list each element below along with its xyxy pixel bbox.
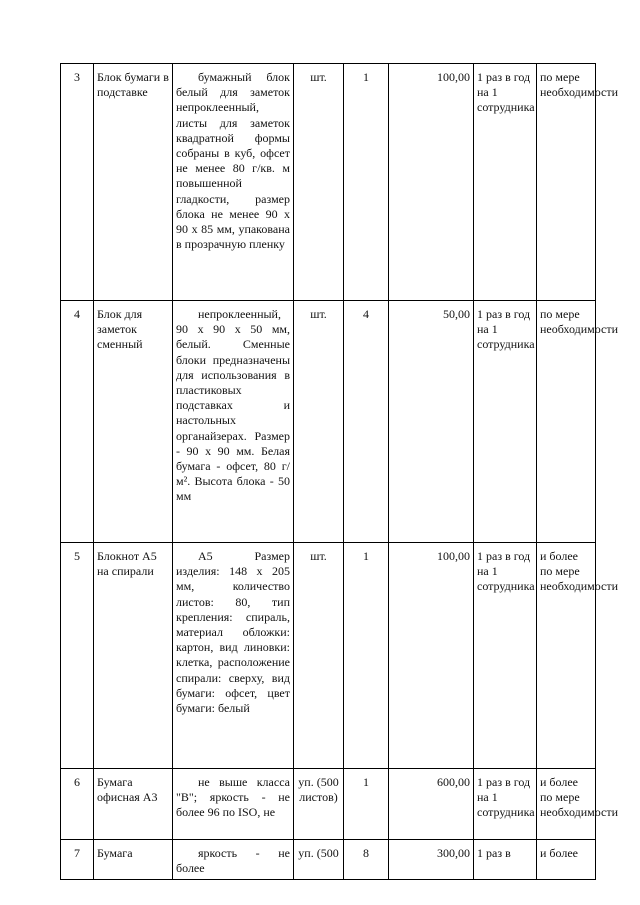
item-unit: шт.: [294, 301, 344, 543]
item-note: и более по мере необходимости: [537, 543, 596, 769]
item-quantity: 1: [344, 769, 389, 840]
table-row: [61, 543, 596, 769]
row-number: 4: [61, 301, 94, 543]
item-price: 600,00: [389, 769, 474, 840]
row-number: 3: [61, 64, 94, 301]
item-quantity: 8: [344, 840, 389, 880]
item-note: по мере необходимости: [537, 301, 596, 543]
table-row: [61, 769, 596, 840]
item-price: 100,00: [389, 64, 474, 301]
item-name: Бумага офисная A3: [94, 769, 173, 840]
item-description: [173, 840, 294, 880]
item-name: Блокнот A5 на спирали: [94, 543, 173, 769]
item-description-text: непроклеенный, 90 x 90 x 50 мм, белый. Сменные блоки предназначены для использования в пластиковых подставках и настольных органайзерах. Размер - 90 x 90 мм. Белая бумага - офсет, 80 г/м². Высота блока - 50 мм: [176, 307, 290, 504]
item-unit: уп. (500: [294, 840, 344, 880]
item-price: 300,00: [389, 840, 474, 880]
item-description: [173, 301, 294, 543]
item-frequency: 1 раз в год на 1 сотрудника: [474, 769, 537, 840]
item-description: [173, 769, 294, 840]
item-name: Блок для заметок сменный: [94, 301, 173, 543]
item-quantity: 4: [344, 301, 389, 543]
item-description: [173, 543, 294, 769]
item-frequency: 1 раз в год на 1 сотрудника: [474, 543, 537, 769]
item-quantity: 1: [344, 64, 389, 301]
item-frequency: 1 раз в год на 1 сотрудника: [474, 64, 537, 301]
item-description-text: яркость - не более: [176, 846, 290, 876]
item-description: [173, 64, 294, 301]
item-note: и более по мере необходимости: [537, 769, 596, 840]
item-note: и более: [537, 840, 596, 880]
item-unit: уп. (500 листов): [294, 769, 344, 840]
item-name: Блок бумаги в подставке: [94, 64, 173, 301]
row-number: 5: [61, 543, 94, 769]
item-note: по мере необходимости: [537, 64, 596, 301]
item-quantity: 1: [344, 543, 389, 769]
item-unit: шт.: [294, 543, 344, 769]
item-price: 100,00: [389, 543, 474, 769]
item-unit: шт.: [294, 64, 344, 301]
table-row: [61, 840, 596, 880]
row-number: 7: [61, 840, 94, 880]
table-row: [61, 64, 596, 301]
table-row: [61, 301, 596, 543]
item-price: 50,00: [389, 301, 474, 543]
item-description-text: A5 Размер изделия: 148 x 205 мм, количество листов: 80, тип крепления: спираль, материал обложки: картон, вид линовки: клетка, расположение спирали: сверху, вид бумаги: офсет, цвет бумаги: белый: [176, 549, 290, 716]
supplies-table: [60, 63, 619, 880]
row-number: 6: [61, 769, 94, 840]
item-frequency: 1 раз в: [474, 840, 537, 880]
item-name: Бумага: [94, 840, 173, 880]
item-frequency: 1 раз в год на 1 сотрудника: [474, 301, 537, 543]
item-description-text: не выше класса "B"; яркость - не более 96 по ISO, не: [176, 775, 290, 820]
item-description-text: бумажный блок белый для заметок непроклеенный, листы для заметок квадратной формы собраны в куб, офсет не менее 80 г/кв. м повышенной гладкости, размер блока не менее 90 x 90 x 85 мм, упакована в прозрачную пленку: [176, 70, 290, 252]
